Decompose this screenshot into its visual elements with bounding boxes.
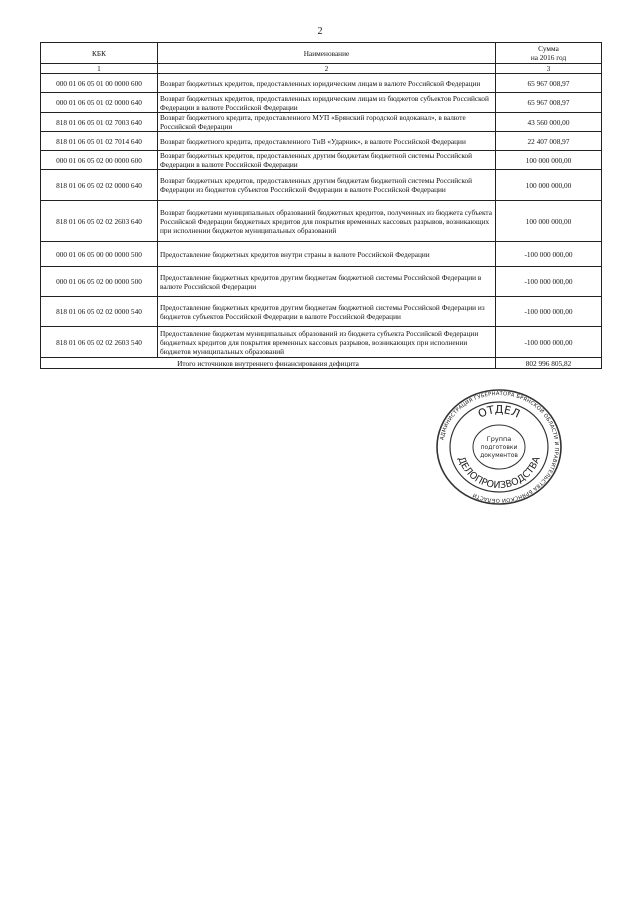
table-row	[41, 267, 602, 297]
name-cell: Предоставление бюджетных кредитов внутри страны в валюте Российской Федерации	[158, 242, 496, 267]
total-sum: 802 996 805,82	[496, 358, 602, 369]
table-row	[41, 74, 602, 93]
sum-cell: 65 967 008,97	[496, 93, 602, 113]
sum-cell: 65 967 008,97	[496, 74, 602, 93]
stamp-ring-top-text: ОТДЕЛ	[476, 402, 522, 421]
page-number: 2	[317, 26, 323, 37]
name-cell: Предоставление бюджетам муниципальных образований из бюджета субъекта Российской Федерации бюджетных кредитов для покрытия временных кассовых разрывов, возникающих при исполнении бюджетов муниципальных образований	[158, 327, 496, 358]
header-kbk: КБК	[41, 43, 158, 64]
table-header	[41, 43, 602, 74]
column-number: 2	[158, 64, 496, 74]
table-row	[41, 151, 602, 170]
table-row	[41, 113, 602, 132]
column-number-row	[41, 64, 602, 74]
kbk-cell: 000 01 06 05 01 02 0000 640	[41, 93, 158, 113]
table-row	[41, 327, 602, 358]
kbk-cell: 818 01 06 05 02 02 0000 540	[41, 297, 158, 327]
kbk-cell: 818 01 06 05 02 02 2603 540	[41, 327, 158, 358]
svg-text:ДЕЛОПРОИЗВОДСТВА	[455, 455, 542, 491]
stamp-center-line1: Группа	[486, 435, 512, 443]
sum-cell: 100 000 000,00	[496, 151, 602, 170]
kbk-cell: 000 01 06 05 02 00 0000 500	[41, 267, 158, 297]
name-cell: Возврат бюджетных кредитов, предоставленных юридическим лицам из бюджетов субъектов Российской Федерации в валюте Российской Федерации	[158, 93, 496, 113]
sum-cell: -100 000 000,00	[496, 242, 602, 267]
kbk-cell: 000 01 06 05 00 00 0000 500	[41, 242, 158, 267]
name-cell: Возврат бюджетами муниципальных образований бюджетных кредитов, полученных из бюджета субъекта Российской Федерации бюджетных кредитов для покрытия временных кассовых разрывов, возникающих при исполнении бюджетов муниципальных образований	[158, 201, 496, 242]
office-stamp	[435, 388, 563, 506]
sum-cell: 100 000 000,00	[496, 170, 602, 201]
name-cell: Возврат бюджетных кредитов, предоставленных другим бюджетам бюджетной системы Российской Федерации из бюджетов субъектов Российской Федерации в валюте Российской Федерации	[158, 170, 496, 201]
kbk-cell: 818 01 06 05 01 02 7003 640	[41, 113, 158, 132]
stamp-center-line2: подготовки	[480, 444, 518, 451]
kbk-cell: 818 01 06 05 01 02 7014 640	[41, 132, 158, 151]
header-sum	[496, 43, 602, 64]
column-number: 3	[496, 64, 602, 74]
table-row	[41, 297, 602, 327]
name-cell: Возврат бюджетного кредита, предоставленного ТнВ «Ударник», в валюте Российской Федерации	[158, 132, 496, 151]
stamp-ring-bottom-text: ДЕЛОПРОИЗВОДСТВА	[455, 455, 543, 492]
sum-cell: 22 407 008,97	[496, 132, 602, 151]
name-cell: Предоставление бюджетных кредитов другим бюджетам бюджетной системы Российской Федерации из бюджетов субъектов Российской Федерации в валюте Российской Федерации	[158, 297, 496, 327]
name-cell: Возврат бюджетного кредита, предоставленного МУП «Брянский городской водоканал», в валюте Российской Федерации	[158, 113, 496, 132]
stamp-center-line3: документов	[480, 452, 518, 459]
sources-table	[40, 42, 602, 369]
kbk-cell: 818 01 06 05 02 02 0000 640	[41, 170, 158, 201]
name-cell: Возврат бюджетных кредитов, предоставленных юридическим лицам в валюте Российской Федерации	[158, 74, 496, 93]
svg-text:ОТДЕЛ	[476, 403, 522, 421]
sum-cell: -100 000 000,00	[496, 267, 602, 297]
header-row	[41, 43, 602, 64]
name-cell: Предоставление бюджетных кредитов другим бюджетам бюджетной системы Российской Федерации в валюте Российской Федерации	[158, 267, 496, 297]
column-number: 1	[41, 64, 158, 74]
kbk-cell: 000 01 06 05 02 00 0000 600	[41, 151, 158, 170]
total-row	[41, 358, 602, 369]
kbk-cell: 818 01 06 05 02 02 2603 640	[41, 201, 158, 242]
table-row	[41, 242, 602, 267]
header-name: Наименование	[158, 43, 496, 64]
table-row	[41, 170, 602, 201]
table-row	[41, 132, 602, 151]
name-cell: Возврат бюджетных кредитов, предоставленных другим бюджетам бюджетной системы Российской Федерации в валюте Российской Федерации	[158, 151, 496, 170]
header-sum-line1: Сумма	[538, 44, 559, 53]
table-row	[41, 93, 602, 113]
stamp-outer-text: АДМИНИСТРАЦИЯ ГУБЕРНАТОРА БРЯНСКОЙ ОБЛАСТИ И ПРАВИТЕЛЬСТВА БРЯНСКОЙ ОБЛАСТИ	[439, 390, 560, 504]
sum-cell: -100 000 000,00	[496, 327, 602, 358]
stamp-seal	[435, 388, 563, 506]
sum-cell: 100 000 000,00	[496, 201, 602, 242]
sum-cell: 43 560 000,00	[496, 113, 602, 132]
header-sum-line2: на 2016 год	[530, 53, 567, 62]
sum-cell: -100 000 000,00	[496, 297, 602, 327]
table-row	[41, 201, 602, 242]
total-label: Итого источников внутреннего финансирования дефицита	[41, 358, 496, 369]
kbk-cell: 000 01 06 05 01 00 0000 600	[41, 74, 158, 93]
table-body	[41, 74, 602, 369]
